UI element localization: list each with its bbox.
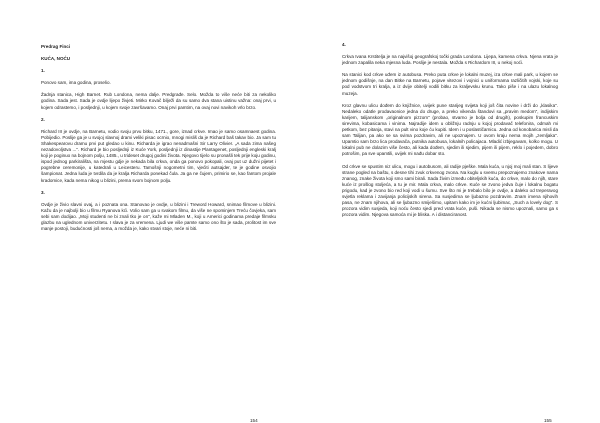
paragraph: Žadnja stanica, High Barnet. Rub Londona, nema dalje. Predgrađe. Selo. Možda to više neće biti za nekoliko godina. Sada jest. Sada je ovdje lijepo živjeti. Mirko Kovač bilježi da su samo dva stana uistinu važna: onaj prvi, u kojem odrastemo, i posljednji, u kojem svoje završavamo. Onaj prvi pamtim, na ovaj novi navikoh vrlo brzo.	[41, 92, 276, 110]
paragraph: Kroz glavnu ulicu dođem do knjižnice, uvijek pune starijeg svijeta koji još čita novine i drži do „klasika". Nedaleko odatle prodavaonice jedna do druge, a preko vikenda štandovi sa „pravim medom", indijskim karijem, talijanskom „originalnom pizzom" (probao, stvarno je bolja od drugih), poskupim francuskim sirevima, kobasicama i vinima. Najradije idem u obližnju radnju u kojoj prodavač telefonira, odmah mi petkom, bez pitanja, stavi na pult vino koje ću kupiti. Idem i u poslastičarnicu. Jedna od konobarica misli da sam Talijan, pa ako se sa svima pozdravim, ali ne upoznajem. U ovom kraju nema mojih „zemljaka". Upamtio sam brzo lica prodavača, putnika autobusa, lokalnih policajaca. Mladić izbjegavam, kolko mogu. U lokalni pub ne dolazim više često, ali kada dođem, sjedim ili sjedim, pijem ili pijem, reklo i pojedem, dobro potrošim, pa sve upamtili, uvijek mi nađu dobar sto.	[342, 102, 558, 157]
page-number-right: 155	[544, 418, 552, 423]
section-number: 1.	[41, 68, 45, 74]
paragraph: Ponovo sam, ima godina, proselio.	[41, 80, 111, 86]
section-number: 3.	[41, 189, 45, 195]
paragraph: Crkva Ivana Krstitelja je na najvišoj geografskoj točki grada Londona. Lijepa, kamena crkva. Njena vrata je jednom zapalila neka mjesna luda. Poslije je nestala. Možda s Richardom III, u nekoj noći.	[342, 54, 558, 66]
section-number: 2.	[41, 116, 45, 122]
chapter-title: KUĆA, NOĆU	[41, 56, 71, 62]
paragraph: Na stanici kod crkve uđem iz autobusa. Preko puta crkve je lokalni muzej, iza crkve mali park, u kojem se jednom godišnje, na dan Bitke na Barnetu, pojave vitezovi i vojnici u uniformama različitih vojski, koje su pod vodstvom tri kralja, a iz dvije obitelji vodili bitku za kraljevsku krunu. Tako piše i na ulazu lokalnog muzeja.	[342, 72, 558, 96]
paragraph: Richard III je ovdje, na Barnetu, vodio svoju prvu bitku, 1471., gore, iznad crkve. Imao je samo osamnaest godina. Pobijedio. Poslije ga je u svojoj slavnoj drami veliki pisac ocrnio, mnogi misliš da je Richard baš takav bio. Ja sam tu Shakespearovu dramu prvi put gledao u kinu. Richarda je igrao nenadmašni Sir Larry Olivier. „A sada zima našeg nezadovoljstva ...". Richard je bio posljednji iz Kuće York, posljednji iz dinastije Plantagenet, posljednji engleski kralj koji je poginuo na bojnom polju, 1485., u trideset drugoj godini života. Njegovo tijelo su pronašli tek prije koju godinu, ispod jednog parkirališta, na mjestu gdje je nekada bila crkva, onda ga ponovo pokopali, ovaj put uz dužni pijetet i pogrebne ceremonije, u katedrali u Leicesteru. Tamošnji nogometni tim, vjećiti autsajder, te je godine osvojio šampionat. Jedna luda je tvrdila da je kralja Richarda ponekad čula. Ja ga ne čujem, primirio se, kao fantom projale kradomice, kada nema nikog u blizini, prema svom bojnom polju.	[41, 128, 276, 183]
page-number-left: 154	[250, 418, 258, 423]
author-name: Predrag Finci	[41, 44, 71, 49]
paragraph: Ovdje je živio slavni ovaj, a i poznata ona. Stanovao je ovdje, u blizini i Treword Howard, snimao filmove u blizini. Kažu da je najbolji bio u filmu Ryanova kći. Volio sam ga u svakom filmu, da više ne spominjem Treću čovjeka, sam sebi sam dodijao. „Moji studenti ne bi znali tko je on", kaže mi Mladen M., koji u Americi godinama predaje filmsku glazbu na uglednom univerzitetu. I slava je za vremena. Ljudi we više pamte samo ono što je sada, prolitost im sve manje postoji, budućnosti još nema, a možda je, kako stvari stoje, neće ni biti.	[41, 201, 276, 232]
paragraph: Od crkve se spustim niz ulicu, mogu i autobusom, ali radije pješke. Mala kuća, u njoj moj mali stan. S lijeve strane pogled na baštu, s desne tihi zvuk crkvenog zvona. Na kuglu u svemu prepoznajemo znakove nama znanog, znake života koji smo sami birali. Sada živim između obiteljskih kuća, do crkve, malo do njih, stare kuće iz prošlog stoljeća, a tu je mir. Mala crkva, malo crkve. Kuće se zvono jedva čuje i lokalnu bogatu prigodu, kad je zvono bio red koji vodi u šumu. Sve što mi je trebalo bilo je ovdje, a daleko od treperavog svjetla reklama i zavijanja policijskih sirena. Sa susjedima se ljubazno pozdravim. Znam imena njihovih pasa, ne znam njihova, ali se ljubazno smiješimo, upitam kako im je kućni ljubimac, „Such a lovely dog". S prozora vidim susjeda, koji noću često sjedi pred vrata kuće, puši. Nikada se nismo upoznali, samo ga s prozora vidim. Njegova samoća mi je bliska. A i distanciranost.	[342, 163, 558, 218]
right-page	[300, 0, 600, 423]
section-number: 4.	[342, 42, 346, 47]
